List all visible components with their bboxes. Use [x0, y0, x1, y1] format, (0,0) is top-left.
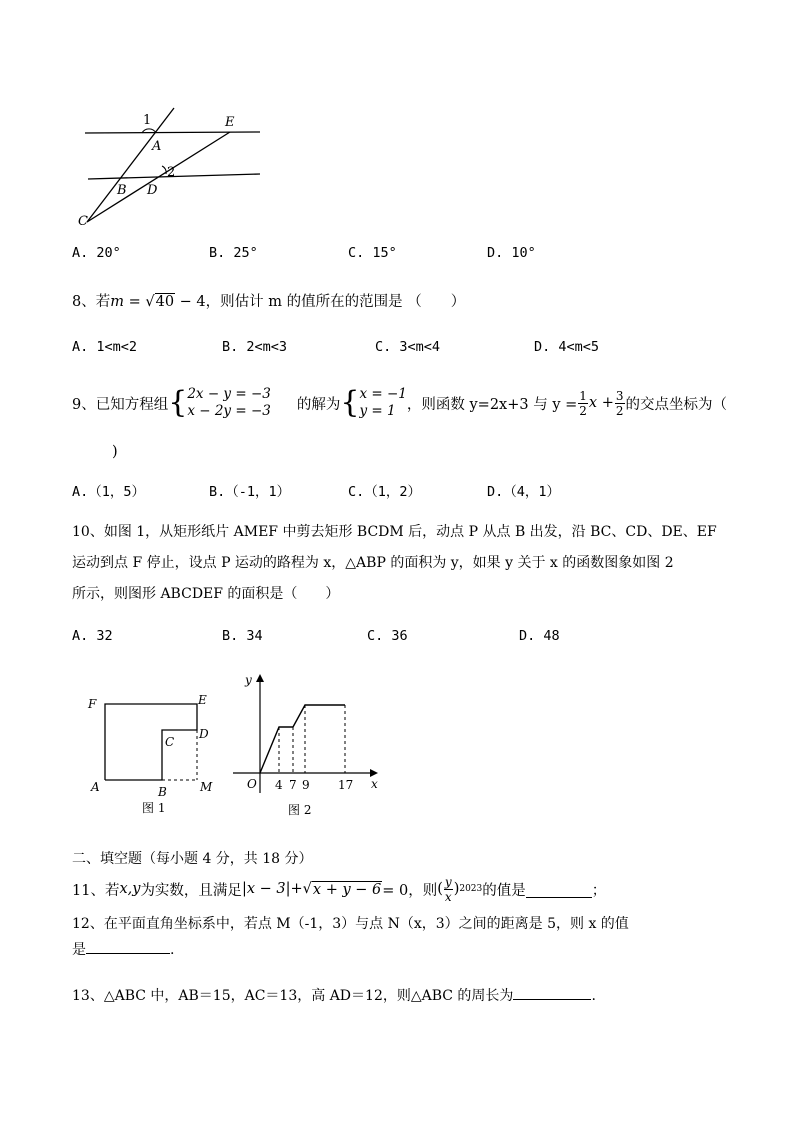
q10-line-3: 所示，则图形 ABCDEF 的面积是（ ） — [72, 586, 340, 602]
q11-exponent: 2023 — [459, 884, 483, 894]
fig2-x-arrow — [370, 769, 378, 777]
q9-brace-1: { — [168, 385, 188, 420]
q9-mid: 的解为 — [296, 396, 341, 413]
fig2-y-arrow — [256, 674, 264, 682]
q7-option-d[interactable]: D. 10° — [487, 245, 536, 261]
q12-line-1: 12、在平面直角坐标系中，若点 M（-1，3）与点 N（x，3）之间的距离是 5，则 x 的值 — [72, 916, 629, 932]
q8-option-b[interactable]: B. 2<m<3 — [222, 339, 288, 355]
q12-end: . — [170, 942, 175, 958]
q8-stem — [72, 290, 465, 311]
q7-label-a: A — [152, 139, 162, 154]
q8-eq: = — [123, 294, 146, 310]
q11-suffix: 的值是 — [482, 882, 526, 899]
q10-option-d[interactable]: D. 48 — [519, 628, 560, 644]
q8-prefix: 8、若 — [72, 294, 111, 310]
q13-end: . — [591, 988, 596, 1004]
q7-label-2: 2 — [167, 165, 176, 180]
q11-abs-close: | — [285, 881, 291, 897]
fig2-label-x: x — [371, 777, 378, 791]
q8-sqrt-sign: √ — [145, 294, 155, 310]
q9-func-text: ，则函数 y=2x+3 与 y = — [406, 396, 578, 413]
q9-sys1-line2: x − 2y = −3 — [187, 403, 271, 419]
q9-suffix: 的交点坐标为（ — [625, 396, 727, 413]
q11-eq0: = 0，则 — [382, 882, 438, 899]
fig2-label-y: y — [245, 673, 252, 687]
fig2-tick-17: 17 — [338, 778, 354, 792]
q9-sys2-line2: y = 1 — [359, 403, 396, 419]
q7-label-1: 1 — [143, 113, 152, 128]
q10-figure-2 — [225, 668, 390, 820]
q13-answer-blank[interactable] — [513, 985, 591, 1000]
q13-stem — [72, 985, 596, 1005]
q7-label-d: D — [147, 183, 158, 198]
fig2-tick-4: 4 — [275, 778, 283, 792]
q9-prefix: 9、已知方程组 — [72, 396, 169, 413]
fig2-graph-line — [260, 705, 345, 773]
q12-line2-prefix: 是 — [72, 942, 86, 958]
q7-label-e: E — [225, 115, 235, 130]
q11-abs-open: | — [241, 881, 247, 897]
q11-sqrt-sign: √ — [302, 881, 312, 897]
q13-prefix: 13、△ABC 中，AB＝15，AC＝13，高 AD＝12，则△ABC 的周长为 — [72, 988, 514, 1004]
q8-var-m: m — [110, 294, 124, 310]
q9-sys2-line1: x = −1 — [359, 386, 407, 403]
fig1-label-m: M — [200, 780, 213, 794]
q12-line-2 — [72, 939, 174, 959]
q11-prefix: 11、若 — [72, 882, 120, 899]
q11-fraction: $\frac{y}{x}$ — [444, 874, 452, 904]
q9-option-a[interactable]: A.（1，5） — [72, 484, 146, 500]
q9-sys1-line1: 2x − y = −3 — [187, 386, 271, 403]
q7-option-c[interactable]: C. 15° — [348, 245, 397, 261]
q9-close-paren: ) — [112, 444, 118, 460]
q11-stem — [72, 873, 606, 905]
q10-line-2: 运动到点 F 停止，设点 P 运动的路程为 x，△ABP 的面积为 y，如果 y 关于 x 的函数图象如图 2 — [72, 555, 674, 571]
q9-fraction-1: $\frac{1}{2}$ — [579, 388, 587, 418]
q10-option-c[interactable]: C. 36 — [367, 628, 408, 644]
q11-vars: x,y — [119, 881, 141, 897]
q8-option-d[interactable]: D. 4<m<5 — [534, 339, 600, 355]
fig2-caption: 图 2 — [288, 803, 312, 817]
q11-end: ； — [591, 882, 607, 899]
q7-top-line — [85, 132, 260, 133]
fig2-tick-9: 9 — [302, 778, 310, 792]
fig2-label-o: O — [247, 777, 257, 791]
q9-system-1 — [187, 386, 271, 420]
q11-plus: + — [290, 881, 303, 897]
q9-stem — [72, 378, 727, 428]
fig1-label-a: A — [91, 780, 100, 794]
q10-figure-1 — [80, 690, 225, 820]
q8-minus: − 4 — [175, 294, 206, 310]
q9-x-plus: x + — [588, 395, 614, 411]
q7-label-c: C — [78, 214, 88, 229]
q10-option-b[interactable]: B. 34 — [222, 628, 263, 644]
fig2-tick-7: 7 — [289, 778, 297, 792]
fig1-label-e: E — [198, 693, 207, 707]
q9-fraction-2: $\frac{3}{2}$ — [615, 388, 624, 418]
q9-system-2 — [359, 386, 406, 420]
q11-abs-expr: x − 3 — [246, 881, 286, 897]
q7-line-ca — [87, 108, 174, 222]
q9-option-c[interactable]: C.（1，2） — [348, 484, 422, 500]
q7-option-b[interactable]: B. 25° — [209, 245, 258, 261]
q8-radicand: 40 — [155, 294, 175, 310]
fig1-outline — [105, 704, 197, 780]
section2-heading: 二、填空题（每小题 4 分，共 18 分） — [72, 851, 313, 867]
q7-figure — [70, 100, 270, 230]
q9-brace-2: { — [340, 385, 360, 420]
q8-option-a[interactable]: A. 1<m<2 — [72, 339, 138, 355]
q11-paren-open: ( — [437, 881, 443, 897]
q10-option-a[interactable]: A. 32 — [72, 628, 113, 644]
q8-option-c[interactable]: C. 3<m<4 — [375, 339, 441, 355]
q11-answer-blank[interactable] — [526, 881, 592, 898]
q9-option-b[interactable]: B.（-1，1） — [209, 484, 291, 500]
fig1-caption: 图 1 — [142, 801, 166, 815]
q8-suffix: ，则估计 m 的值所在的范围是 （ ） — [205, 294, 466, 310]
q7-label-b: B — [117, 183, 127, 198]
q7-option-a[interactable]: A. 20° — [72, 245, 121, 261]
q11-paren-close: ) — [453, 881, 460, 897]
q10-line-1: 10、如图 1，从矩形纸片 AMEF 中剪去矩形 BCDM 后，动点 P 从点 B 出发，沿 BC、CD、DE、EF — [72, 524, 717, 540]
fig1-label-b: B — [158, 785, 167, 799]
q11-radicand: x + y − 6 — [312, 881, 382, 898]
q11-mid: 为实数，且满足 — [140, 882, 242, 899]
q9-option-d[interactable]: D.（4，1） — [487, 484, 561, 500]
q12-answer-blank[interactable] — [86, 939, 170, 954]
fig1-label-f: F — [88, 697, 97, 711]
fig1-label-d: D — [199, 727, 209, 741]
fig1-label-c: C — [165, 735, 175, 749]
